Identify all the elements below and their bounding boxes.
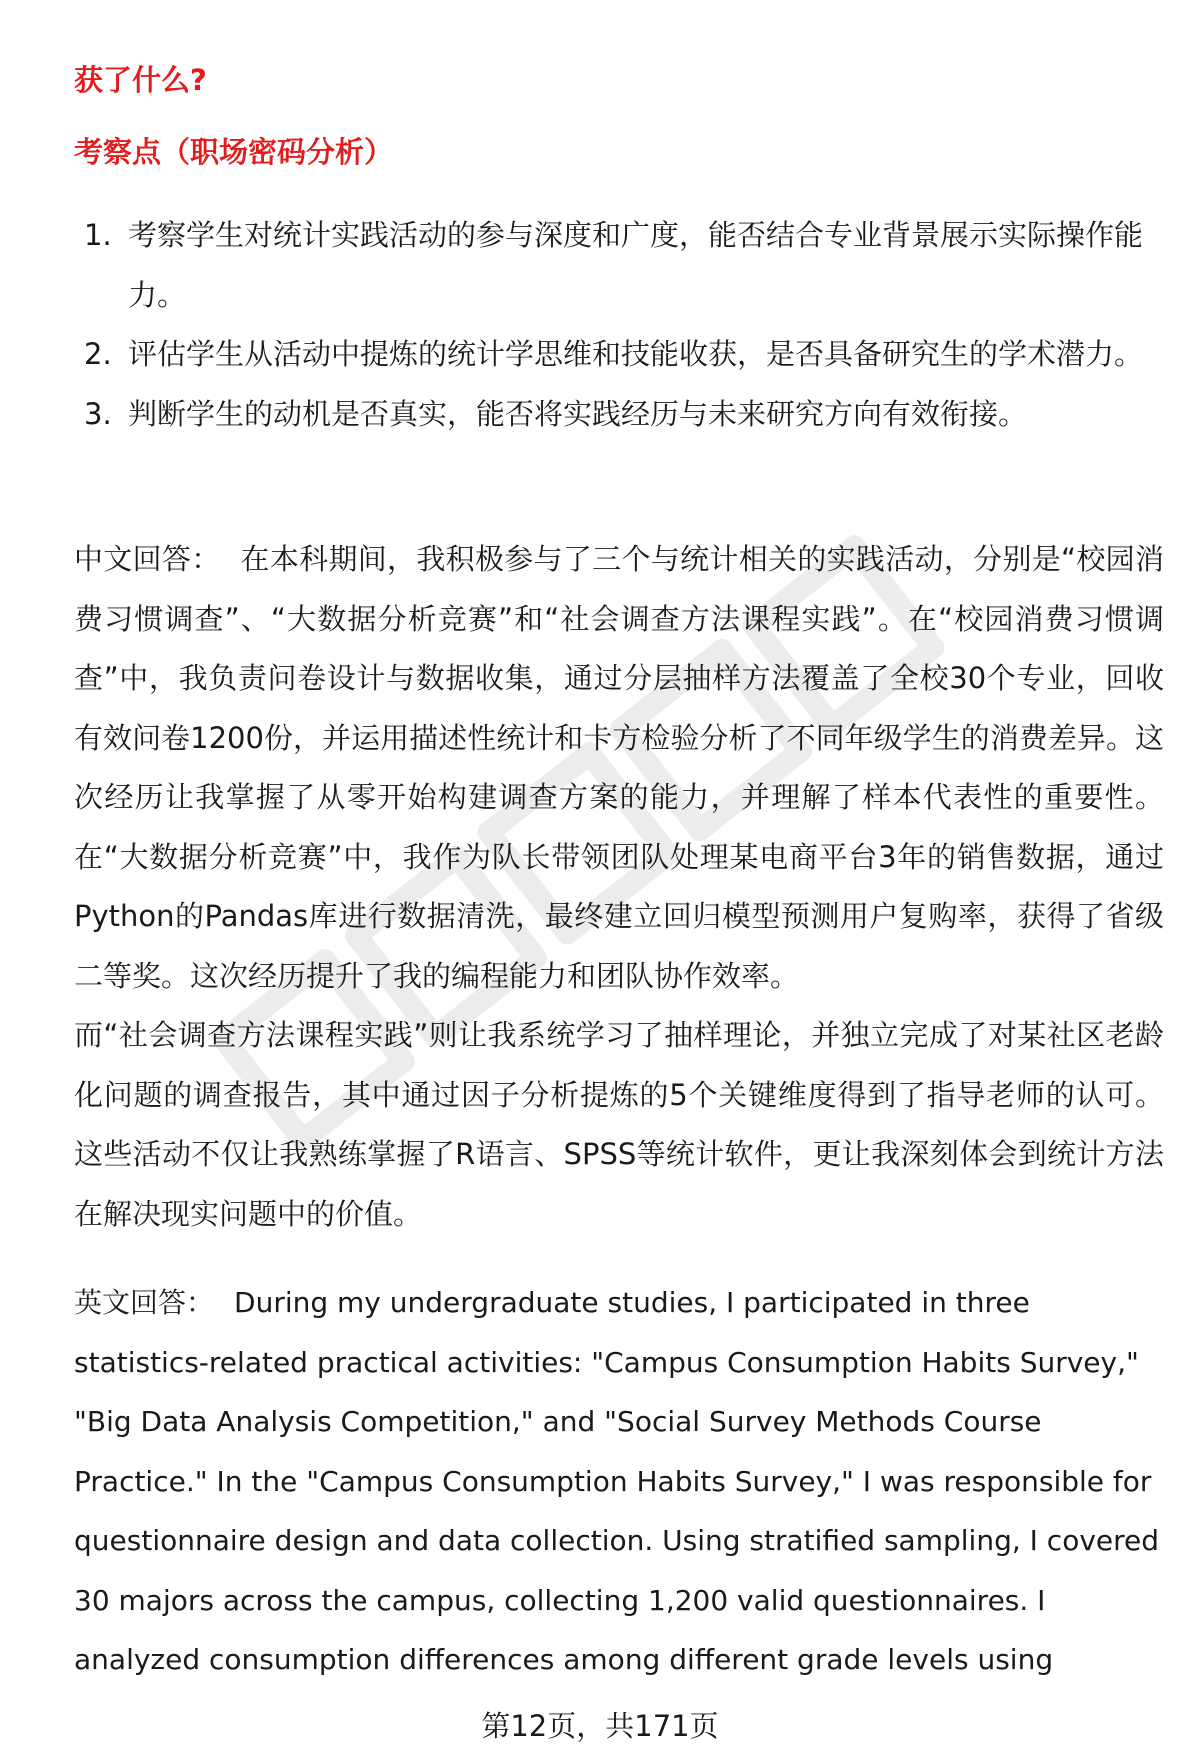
- chinese-answer: [74, 530, 1164, 1244]
- section-heading-assessment: 考察点（职场密码分析）: [74, 135, 394, 169]
- list-item-number: 3.: [84, 396, 112, 431]
- chinese-answer-text-continued: 而“社会调查方法课程实践”则让我系统学习了抽样理论，并独立完成了对某社区老龄化问题的调查报告，其中通过因子分析提炼的5个关键维度得到了指导老师的认可。这些活动不仅让我熟练掌握了R语言、SPSS等统计软件，更让我深刻体会到统计方法在解决现实问题中的价值。: [74, 1018, 1164, 1231]
- list-item: [74, 385, 1164, 445]
- chinese-answer-label: 中文回答：: [74, 542, 221, 576]
- list-item-text: 判断学生的动机是否真实，能否将实践经历与未来研究方向有效衔接。: [128, 396, 1028, 431]
- assessment-points-list: [74, 206, 1164, 444]
- list-item-number: 2.: [84, 337, 112, 371]
- list-item: [74, 325, 1164, 385]
- section-heading-gain: 获了什么?: [74, 63, 207, 97]
- list-item: [74, 206, 1164, 325]
- list-item-number: 1.: [84, 218, 112, 252]
- english-answer-label: 英文回答：: [74, 1286, 215, 1319]
- list-item-text: 评估学生从活动中提炼的统计学思维和技能收获，是否具备研究生的学术潜力。: [128, 337, 1144, 371]
- english-answer: [74, 1273, 1164, 1690]
- list-item-text: 考察学生对统计实践活动的参与深度和广度，能否结合专业背景展示实际操作能力。: [128, 218, 1144, 312]
- english-answer-text: During my undergraduate studies, I participated in three statistics-related practical activities: "Campus Consumption Habits Survey," "Big Data Analysis Competition," and "Social Survey Methods Course Practice." In the "Campus Consumption Habits Survey," I was responsible for questionnaire design and data collection. Using stratified sampling, I covered 30 majors across the campus, collecting 1,200 valid questionnaires. I analyzed consumption differences among different grade levels using: [74, 1286, 1160, 1676]
- chinese-answer-text: 在本科期间，我积极参与了三个与统计相关的实践活动，分别是“校园消费习惯调查”、“大数据分析竞赛”和“社会调查方法课程实践”。在“校园消费习惯调查”中，我负责问卷设计与数据收集，通过分层抽样方法覆盖了全校30个专业，回收有效问卷1200份，并运用描述性统计和卡方检验分析了不同年级学生的消费差异。这次经历让我掌握了从零开始构建调查方案的能力，并理解了样本代表性的重要性。在“大数据分析竞赛”中，我作为队长带领团队处理某电商平台3年的销售数据，通过Python的Pandas库进行数据清洗，最终建立回归模型预测用户复购率，获得了省级二等奖。这次经历提升了我的编程能力和团队协作效率。: [74, 542, 1164, 993]
- page-number: 第12页，共171页: [481, 1709, 719, 1743]
